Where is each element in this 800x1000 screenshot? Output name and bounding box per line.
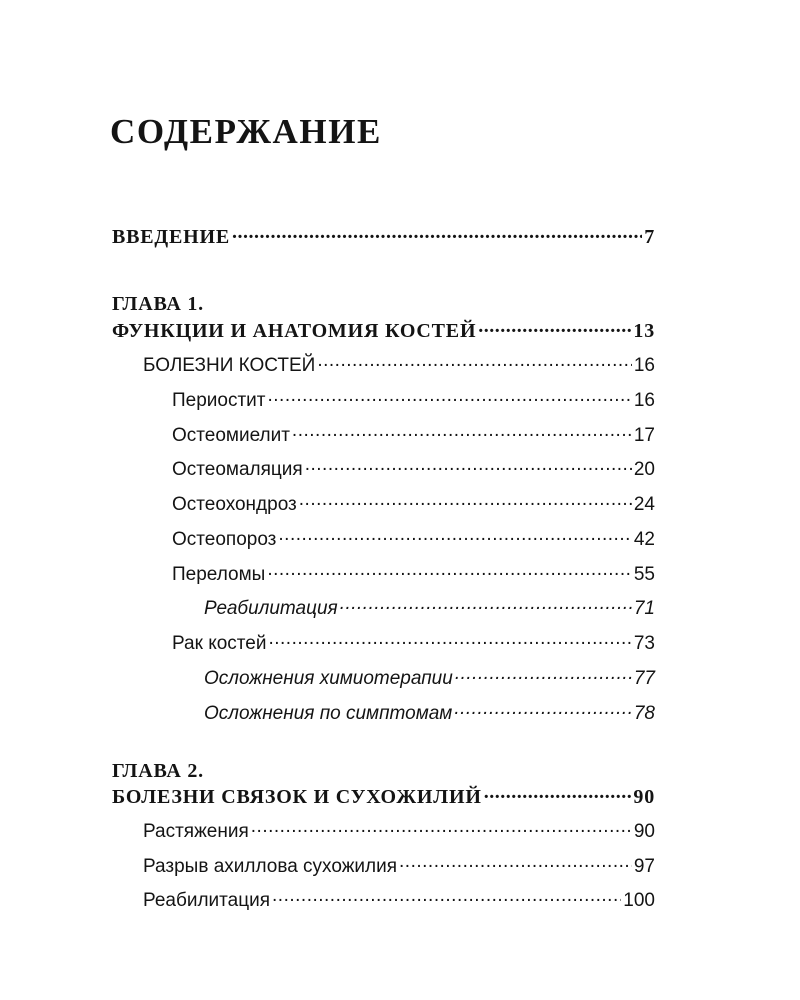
toc-entry-chapter-2[interactable] <box>112 783 655 813</box>
dot-leader <box>292 422 632 441</box>
dot-leader <box>267 561 632 580</box>
toc-entry-label: Осложнения по симптомам <box>204 703 453 724</box>
dot-leader <box>272 887 621 906</box>
toc-page-number: 77 <box>633 668 655 689</box>
toc-entry[interactable] <box>143 853 655 883</box>
toc-entry[interactable] <box>172 422 655 452</box>
dot-leader <box>268 630 631 649</box>
toc-page-number: 13 <box>633 320 655 342</box>
toc-entry[interactable] <box>143 887 655 917</box>
toc-entry-label: Рак костей <box>172 633 267 654</box>
toc-entry-label: ВВЕДЕНИЕ <box>112 226 230 248</box>
dot-leader <box>299 491 632 510</box>
toc-entry[interactable] <box>204 665 655 695</box>
dot-leader <box>455 665 632 684</box>
toc-page-number: 73 <box>633 633 655 654</box>
toc-entry[interactable] <box>172 526 655 556</box>
toc-entry-chapter-1[interactable] <box>112 317 655 347</box>
toc-entry[interactable] <box>204 595 655 625</box>
toc-page-number: 55 <box>633 564 655 585</box>
toc-page-number: 16 <box>633 390 655 411</box>
toc-entry-label: Реабилитация <box>143 890 271 911</box>
toc-entry-label: Остеомиелит <box>172 425 290 446</box>
toc-page-number: 71 <box>633 598 655 619</box>
toc-entry-label: Растяжения <box>143 821 249 842</box>
toc-page-number: 90 <box>633 786 655 808</box>
toc-entry[interactable] <box>172 387 655 417</box>
toc-entry-label: Остеопороз <box>172 529 277 550</box>
toc-page-number: 42 <box>633 529 655 550</box>
toc-entry-label: БОЛЕЗНИ КОСТЕЙ <box>143 355 316 376</box>
dot-leader <box>278 526 631 545</box>
toc-entry-label: БОЛЕЗНИ СВЯЗОК И СУХОЖИЛИЙ <box>112 786 482 808</box>
chapter-2-heading: ГЛАВА 2. <box>112 760 204 782</box>
toc-entry[interactable] <box>204 700 655 730</box>
dot-leader <box>478 317 631 337</box>
toc-page-number: 16 <box>633 355 655 376</box>
toc-entry[interactable] <box>143 818 655 848</box>
toc-entry[interactable] <box>172 561 655 591</box>
toc-entry-label: Реабилитация <box>204 598 338 619</box>
toc-page-number: 7 <box>644 226 655 248</box>
toc-entry-intro[interactable] <box>112 223 655 253</box>
dot-leader <box>340 595 632 614</box>
dot-leader <box>399 853 632 872</box>
toc-page-number: 90 <box>633 821 655 842</box>
dot-leader <box>317 352 632 371</box>
toc-entry-label: Осложнения химиотерапии <box>204 668 453 689</box>
dot-leader <box>454 700 632 719</box>
toc-entry-label: Остеомаляция <box>172 459 303 480</box>
dot-leader <box>251 818 632 837</box>
toc-page-number: 24 <box>633 494 655 515</box>
toc-entry-label: Остеохондроз <box>172 494 297 515</box>
toc-entry[interactable] <box>172 491 655 521</box>
toc-page-number: 17 <box>633 425 655 446</box>
toc-page-number: 78 <box>633 703 655 724</box>
toc-entry[interactable] <box>143 352 655 382</box>
toc-entry-label: Периостит <box>172 390 266 411</box>
dot-leader <box>305 456 632 475</box>
dot-leader <box>484 783 632 803</box>
toc-entry-label: ФУНКЦИИ И АНАТОМИЯ КОСТЕЙ <box>112 320 477 342</box>
toc-page-number: 97 <box>633 856 655 877</box>
dot-leader <box>268 387 632 406</box>
dot-leader <box>232 223 642 243</box>
toc-entry[interactable] <box>172 456 655 486</box>
chapter-1-heading: ГЛАВА 1. <box>112 293 204 315</box>
page-title: СОДЕРЖАНИЕ <box>110 112 383 151</box>
toc-page-number: 100 <box>623 890 655 911</box>
toc-page-number: 20 <box>633 459 655 480</box>
toc-entry-label: Разрыв ахиллова сухожилия <box>143 856 398 877</box>
toc-entry[interactable] <box>172 630 655 660</box>
toc-entry-label: Переломы <box>172 564 266 585</box>
